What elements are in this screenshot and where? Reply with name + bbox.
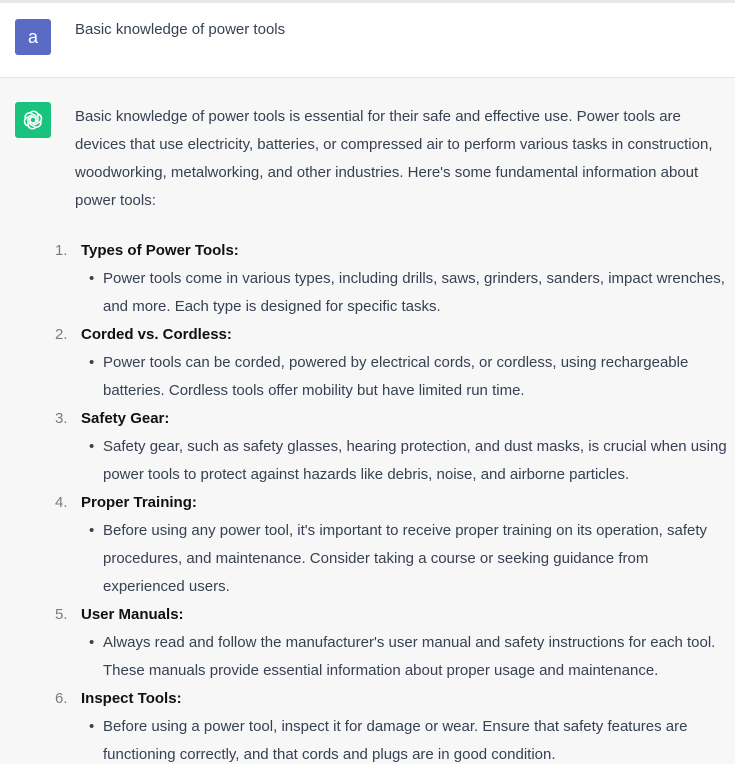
bullet-list bbox=[87, 629, 731, 685]
bullet-dot: • bbox=[89, 438, 95, 455]
bullet-text: Before using any power tool, it's important to receive proper training on its operation, safety procedures, and maintenance. Consider taking a course or seeking guidance from experienced users. bbox=[103, 522, 708, 595]
list-heading: Corded vs. Cordless: bbox=[81, 326, 232, 343]
bullet-list bbox=[87, 433, 731, 489]
bullet-item bbox=[87, 713, 731, 769]
numbered-list bbox=[55, 237, 731, 769]
bullet-text: Before using a power tool, inspect it for damage or wear. Ensure that safety features are functioning correctly, and that cords and plugs are in good condition. bbox=[103, 718, 688, 763]
bullet-dot: • bbox=[89, 270, 95, 287]
user-message-row bbox=[0, 3, 735, 78]
bullet-list bbox=[87, 265, 731, 321]
list-item bbox=[55, 685, 731, 769]
bullet-dot: • bbox=[89, 718, 95, 735]
bullet-text: Always read and follow the manufacturer's user manual and safety instructions for each tool. These manuals provide essential information about proper usage and maintenance. bbox=[103, 634, 716, 679]
bullet-item bbox=[87, 349, 731, 405]
user-message-text: Basic knowledge of power tools bbox=[75, 21, 286, 38]
bullet-list bbox=[87, 349, 731, 405]
bullet-text: Safety gear, such as safety glasses, hearing protection, and dust masks, is crucial when using power tools to protect against hazards like debris, noise, and airborne particles. bbox=[103, 438, 727, 483]
bullet-item bbox=[87, 433, 731, 489]
list-heading: Types of Power Tools: bbox=[81, 242, 239, 259]
bullet-dot: • bbox=[89, 522, 95, 539]
assistant-intro-paragraph: Basic knowledge of power tools is essential for their safe and effective use. Power tools are devices that use electricity, batteries, or compressed air to perform various tasks in construction, woodworking, metalworking, and other industries. Here's some fundamental information about power tools: bbox=[75, 108, 713, 209]
bullet-text: Power tools can be corded, powered by electrical cords, or cordless, using rechargeable batteries. Cordless tools offer mobility but have limited run time. bbox=[103, 354, 689, 399]
bullet-item bbox=[87, 265, 731, 321]
bullet-item bbox=[87, 629, 731, 685]
assistant-avatar bbox=[15, 102, 51, 138]
list-number: 1. bbox=[55, 242, 68, 259]
list-item bbox=[55, 405, 731, 489]
bullet-text: Power tools come in various types, including drills, saws, grinders, sanders, impact wrenches, and more. Each type is designed for specific tasks. bbox=[103, 270, 725, 315]
list-item bbox=[55, 321, 731, 405]
list-number: 4. bbox=[55, 494, 68, 511]
list-number: 3. bbox=[55, 410, 68, 427]
bullet-list bbox=[87, 517, 731, 601]
list-heading: Inspect Tools: bbox=[81, 690, 182, 707]
list-heading: User Manuals: bbox=[81, 606, 184, 623]
list-number: 2. bbox=[55, 326, 68, 343]
list-heading: Safety Gear: bbox=[81, 410, 170, 427]
list-item bbox=[55, 601, 731, 685]
assistant-message-content bbox=[55, 103, 731, 769]
assistant-message-row bbox=[0, 78, 735, 764]
bullet-item bbox=[87, 517, 731, 601]
list-item bbox=[55, 489, 731, 601]
bullet-list bbox=[87, 713, 731, 769]
list-number: 5. bbox=[55, 606, 68, 623]
bullet-dot: • bbox=[89, 354, 95, 371]
list-number: 6. bbox=[55, 690, 68, 707]
user-avatar: a bbox=[15, 19, 51, 55]
list-item bbox=[55, 237, 731, 321]
openai-logo-icon bbox=[21, 108, 45, 132]
list-heading: Proper Training: bbox=[81, 494, 197, 511]
bullet-dot: • bbox=[89, 634, 95, 651]
